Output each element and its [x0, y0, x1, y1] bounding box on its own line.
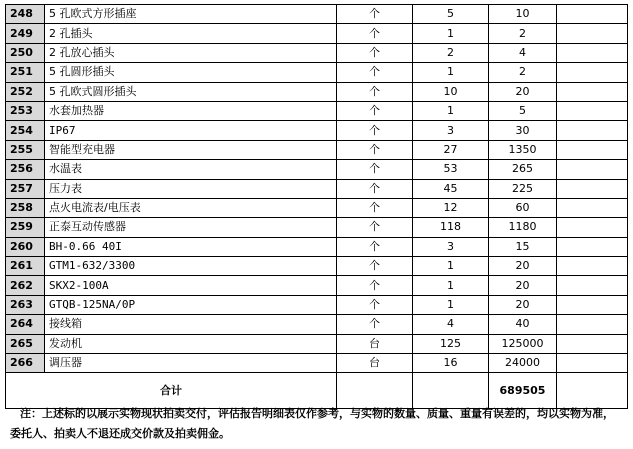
item-quantity: 1: [413, 295, 489, 314]
row-number: 262: [6, 276, 45, 295]
table-row: [6, 334, 628, 353]
table-row: [6, 82, 628, 101]
item-quantity: 118: [413, 218, 489, 237]
item-total: 40: [489, 315, 557, 334]
item-total: 60: [489, 198, 557, 217]
item-unit: 个: [337, 218, 413, 237]
table-row: [6, 121, 628, 140]
table-row: [6, 257, 628, 276]
item-total: 20: [489, 82, 557, 101]
item-name: BH-0.66 40I: [45, 237, 337, 256]
item-name: 水温表: [45, 160, 337, 179]
item-quantity: 2: [413, 43, 489, 62]
table-row: [6, 43, 628, 62]
item-unit: 个: [337, 43, 413, 62]
item-quantity: 12: [413, 198, 489, 217]
table-row: [6, 237, 628, 256]
item-unit: 个: [337, 140, 413, 159]
table-row: [6, 140, 628, 159]
item-name: 2 孔放心插头: [45, 43, 337, 62]
item-note: [557, 295, 628, 314]
item-quantity: 45: [413, 179, 489, 198]
item-note: [557, 24, 628, 43]
table-row: [6, 276, 628, 295]
item-name: 压力表: [45, 179, 337, 198]
item-total: 20: [489, 276, 557, 295]
item-name: 水套加热器: [45, 101, 337, 120]
item-note: [557, 82, 628, 101]
table-row: [6, 198, 628, 217]
item-unit: 个: [337, 160, 413, 179]
item-unit: 个: [337, 24, 413, 43]
item-unit: 个: [337, 179, 413, 198]
item-unit: 个: [337, 63, 413, 82]
item-quantity: 27: [413, 140, 489, 159]
item-note: [557, 218, 628, 237]
item-total: 1180: [489, 218, 557, 237]
item-quantity: 125: [413, 334, 489, 353]
item-name: GTQB-125NA/0P: [45, 295, 337, 314]
item-quantity: 1: [413, 276, 489, 295]
row-number: 248: [6, 5, 45, 24]
item-unit: 个: [337, 276, 413, 295]
row-number: 261: [6, 257, 45, 276]
item-note: [557, 63, 628, 82]
item-name: GTM1-632/3300: [45, 257, 337, 276]
table-body: [6, 5, 628, 373]
row-number: 251: [6, 63, 45, 82]
item-note: [557, 257, 628, 276]
item-unit: 个: [337, 82, 413, 101]
item-quantity: 53: [413, 160, 489, 179]
item-note: [557, 5, 628, 24]
total-label: 合计: [6, 373, 337, 409]
table-row: [6, 160, 628, 179]
item-total: 4: [489, 43, 557, 62]
item-quantity: 1: [413, 101, 489, 120]
item-total: 5: [489, 101, 557, 120]
item-note: [557, 43, 628, 62]
item-note: [557, 179, 628, 198]
row-number: 265: [6, 334, 45, 353]
item-note: [557, 198, 628, 217]
item-unit: 个: [337, 257, 413, 276]
item-unit: 个: [337, 237, 413, 256]
item-name: SKX2-100A: [45, 276, 337, 295]
item-name: 点火电流表/电压表: [45, 198, 337, 217]
table-row: [6, 179, 628, 198]
row-number: 266: [6, 354, 45, 373]
item-note: [557, 121, 628, 140]
item-total: 24000: [489, 354, 557, 373]
item-quantity: 16: [413, 354, 489, 373]
item-name: 智能型充电器: [45, 140, 337, 159]
item-total: 15: [489, 237, 557, 256]
inventory-table: [5, 4, 628, 409]
item-note: [557, 276, 628, 295]
item-note: [557, 334, 628, 353]
item-unit: 个: [337, 295, 413, 314]
row-number: 256: [6, 160, 45, 179]
item-total: 2: [489, 63, 557, 82]
table-row: [6, 295, 628, 314]
item-quantity: 1: [413, 24, 489, 43]
item-total: 20: [489, 295, 557, 314]
item-name: 发动机: [45, 334, 337, 353]
row-number: 249: [6, 24, 45, 43]
row-number: 253: [6, 101, 45, 120]
item-name: IP67: [45, 121, 337, 140]
item-name: 5 孔欧式圆形插头: [45, 82, 337, 101]
item-quantity: 1: [413, 257, 489, 276]
row-number: 260: [6, 237, 45, 256]
item-name: 2 孔插头: [45, 24, 337, 43]
row-number: 258: [6, 198, 45, 217]
item-quantity: 5: [413, 5, 489, 24]
item-note: [557, 315, 628, 334]
item-note: [557, 101, 628, 120]
row-number: 263: [6, 295, 45, 314]
table-row: [6, 24, 628, 43]
table-row: [6, 315, 628, 334]
item-unit: 个: [337, 101, 413, 120]
item-total: 30: [489, 121, 557, 140]
table-row: [6, 218, 628, 237]
item-name: 5 孔圆形插头: [45, 63, 337, 82]
table-row: [6, 63, 628, 82]
row-number: 259: [6, 218, 45, 237]
table-row: [6, 101, 628, 120]
item-quantity: 3: [413, 121, 489, 140]
item-unit: 个: [337, 121, 413, 140]
item-name: 正泰互动传感器: [45, 218, 337, 237]
item-unit: 台: [337, 354, 413, 373]
item-total: 1350: [489, 140, 557, 159]
footnote: 注：上述标的以展示实物现状拍卖交付，评估报告明细表仅作参考，与实物的数量、质量、重量有误差的，均以实物为准，委托人、拍卖人不退还成交价款及拍卖佣金。: [10, 407, 614, 440]
item-quantity: 3: [413, 237, 489, 256]
item-quantity: 4: [413, 315, 489, 334]
row-number: 257: [6, 179, 45, 198]
table-row: [6, 5, 628, 24]
item-total: 20: [489, 257, 557, 276]
item-unit: 个: [337, 315, 413, 334]
total-value: 689505: [489, 373, 557, 409]
item-quantity: 10: [413, 82, 489, 101]
item-unit: 个: [337, 5, 413, 24]
item-note: [557, 354, 628, 373]
row-number: 252: [6, 82, 45, 101]
item-unit: 台: [337, 334, 413, 353]
row-number: 254: [6, 121, 45, 140]
item-note: [557, 237, 628, 256]
item-note: [557, 140, 628, 159]
item-name: 接线箱: [45, 315, 337, 334]
item-total: 125000: [489, 334, 557, 353]
item-name: 调压器: [45, 354, 337, 373]
row-number: 255: [6, 140, 45, 159]
row-number: 250: [6, 43, 45, 62]
item-quantity: 1: [413, 63, 489, 82]
item-total: 10: [489, 5, 557, 24]
item-name: 5 孔欧式方形插座: [45, 5, 337, 24]
row-number: 264: [6, 315, 45, 334]
item-unit: 个: [337, 198, 413, 217]
table-row: [6, 354, 628, 373]
item-total: 265: [489, 160, 557, 179]
item-total: 2: [489, 24, 557, 43]
item-note: [557, 160, 628, 179]
item-total: 225: [489, 179, 557, 198]
